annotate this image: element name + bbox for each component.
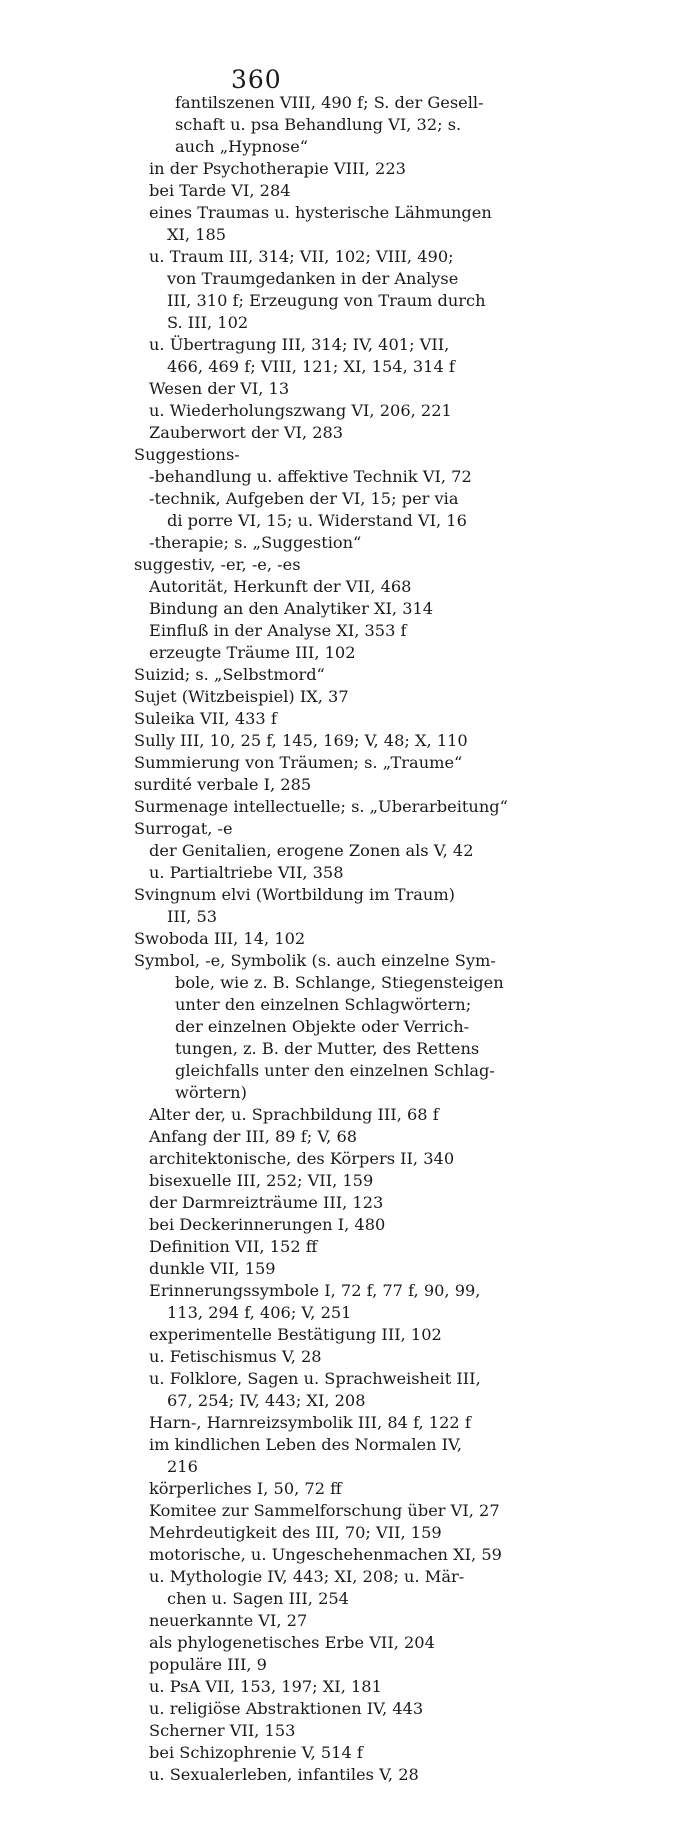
index-entry-line: III, 310 f; Erzeugung von Traum durch: [167, 291, 486, 310]
index-entry-line: III, 53: [167, 907, 218, 926]
index-entry-line: u. Mythologie IV, 443; XI, 208; u. Mär-: [149, 1567, 465, 1586]
index-entry-line: u. Wiederholungszwang VI, 206, 221: [149, 401, 452, 420]
index-entry-line: Bindung an den Analytiker XI, 314: [149, 599, 434, 618]
index-entry-line: schaft u. psa Behandlung VI, 32; s.: [175, 115, 462, 134]
index-entry-line: 466, 469 f; VIII, 121; XI, 154, 314 f: [167, 357, 455, 376]
index-entry-headword: surdité verbale I, 285: [134, 775, 312, 794]
index-entry-line: Anfang der III, 89 f; V, 68: [149, 1127, 358, 1146]
index-entry-headword: Sujet (Witzbeispiel) IX, 37: [134, 687, 349, 706]
index-entry-line: u. religiöse Abstraktionen IV, 443: [149, 1699, 424, 1718]
index-entry-line: bei Deckerinnerungen I, 480: [149, 1215, 386, 1234]
index-entry-headword: Surmenage intellectuelle; s. „Uberarbeitung“: [134, 797, 508, 816]
index-entry-line: der einzelnen Objekte oder Verrich-: [175, 1017, 470, 1036]
index-entry-line: dunkle VII, 159: [149, 1259, 276, 1278]
index-entry-line: chen u. Sagen III, 254: [167, 1589, 349, 1608]
index-entry-headword: Suleika VII, 433 f: [134, 709, 277, 728]
index-entry-headword: Symbol, -e, Symbolik (s. auch einzelne Sym-: [134, 951, 496, 970]
index-entry-line: Erinnerungssymbole I, 72 f, 77 f, 90, 99,: [149, 1281, 481, 1300]
index-entry-headword: Suizid; s. „Selbstmord“: [134, 665, 325, 684]
index-entry-line: XI, 185: [167, 225, 227, 244]
index-entry-headword: Sully III, 10, 25 f, 145, 169; V, 48; X, 110: [134, 731, 468, 750]
index-entry-line: -technik, Aufgeben der VI, 15; per via: [149, 489, 459, 508]
index-entry-line: motorische, u. Ungeschehenmachen XI, 59: [149, 1545, 502, 1564]
page-number: 360: [231, 65, 282, 94]
index-entry-line: 216: [167, 1457, 198, 1476]
index-entry-line: experimentelle Bestätigung III, 102: [149, 1325, 442, 1344]
index-entry-line: architektonische, des Körpers II, 340: [149, 1149, 455, 1168]
index-entry-line: u. Fetischismus V, 28: [149, 1347, 322, 1366]
index-entry-line: fantilszenen VIII, 490 f; S. der Gesell-: [175, 93, 484, 112]
index-entry-line: wörtern): [175, 1083, 247, 1102]
index-entry-line: als phylogenetisches Erbe VII, 204: [149, 1633, 435, 1652]
index-entry-line: der Genitalien, erogene Zonen als V, 42: [149, 841, 474, 860]
index-entry-line: körperliches I, 50, 72 ff: [149, 1479, 342, 1498]
index-entry-line: Wesen der VI, 13: [149, 379, 290, 398]
index-entry-line: bei Tarde VI, 284: [149, 181, 291, 200]
index-entry-line: u. PsA VII, 153, 197; XI, 181: [149, 1677, 382, 1696]
index-entry-line: bisexuelle III, 252; VII, 159: [149, 1171, 374, 1190]
index-entry-line: eines Traumas u. hysterische Lähmungen: [149, 203, 492, 222]
index-entry-line: Zauberwort der VI, 283: [149, 423, 344, 442]
index-entry-line: Einfluß in der Analyse XI, 353 f: [149, 621, 407, 640]
index-entry-line: in der Psychotherapie VIII, 223: [149, 159, 406, 178]
index-entry-line: 67, 254; IV, 443; XI, 208: [167, 1391, 366, 1410]
index-entry-line: Alter der, u. Sprachbildung III, 68 f: [149, 1105, 439, 1124]
index-entry-line: gleichfalls unter den einzelnen Schlag-: [175, 1061, 495, 1080]
index-entry-line: unter den einzelnen Schlagwörtern;: [175, 995, 472, 1014]
index-entry-line: -therapie; s. „Suggestion“: [149, 533, 362, 552]
index-entry-line: tungen, z. B. der Mutter, des Rettens: [175, 1039, 480, 1058]
index-entry-line: Definition VII, 152 ff: [149, 1237, 318, 1256]
index-entry-line: 113, 294 f, 406; V, 251: [167, 1303, 352, 1322]
index-entry-line: u. Traum III, 314; VII, 102; VIII, 490;: [149, 247, 454, 266]
index-entry-line: di porre VI, 15; u. Widerstand VI, 16: [167, 511, 467, 530]
index-entry-line: populäre III, 9: [149, 1655, 267, 1674]
index-entry-line: bei Schizophrenie V, 514 f: [149, 1743, 363, 1762]
index-entry-headword: Swoboda III, 14, 102: [134, 929, 306, 948]
index-entry-line: neuerkannte VI, 27: [149, 1611, 308, 1630]
index-entry-line: Autorität, Herkunft der VII, 468: [149, 577, 412, 596]
index-entry-line: bole, wie z. B. Schlange, Stiegensteigen: [175, 973, 504, 992]
index-entry-line: Mehrdeutigkeit des III, 70; VII, 159: [149, 1523, 442, 1542]
index-entry-line: der Darmreizträume III, 123: [149, 1193, 384, 1212]
index-entry-line: Scherner VII, 153: [149, 1721, 296, 1740]
index-entry-headword: Suggestions-: [134, 445, 240, 464]
index-entry-line: S. III, 102: [167, 313, 249, 332]
index-entry-line: von Traumgedanken in der Analyse: [167, 269, 459, 288]
index-entry-line: u. Übertragung III, 314; IV, 401; VII,: [149, 335, 450, 354]
index-entry-line: auch „Hypnose“: [175, 137, 309, 156]
index-entry-headword: Summierung von Träumen; s. „Traume“: [134, 753, 463, 772]
index-entry-line: Komitee zur Sammelforschung über VI, 27: [149, 1501, 500, 1520]
index-entry-line: Harn-, Harnreizsymbolik III, 84 f, 122 f: [149, 1413, 471, 1432]
index-entry-line: u. Partialtriebe VII, 358: [149, 863, 344, 882]
index-entry-line: u. Folklore, Sagen u. Sprachweisheit III,: [149, 1369, 481, 1388]
index-entry-line: im kindlichen Leben des Normalen IV,: [149, 1435, 463, 1454]
index-entry-headword: Svingnum elvi (Wortbildung im Traum): [134, 885, 455, 904]
index-entry-line: -behandlung u. affektive Technik VI, 72: [149, 467, 472, 486]
index-entry-headword: suggestiv, -er, -e, -es: [134, 555, 301, 574]
index-entry-line: erzeugte Träume III, 102: [149, 643, 356, 662]
index-entry-headword: Surrogat, -e: [134, 819, 233, 838]
index-entry-line: u. Sexualerleben, infantiles V, 28: [149, 1765, 419, 1784]
